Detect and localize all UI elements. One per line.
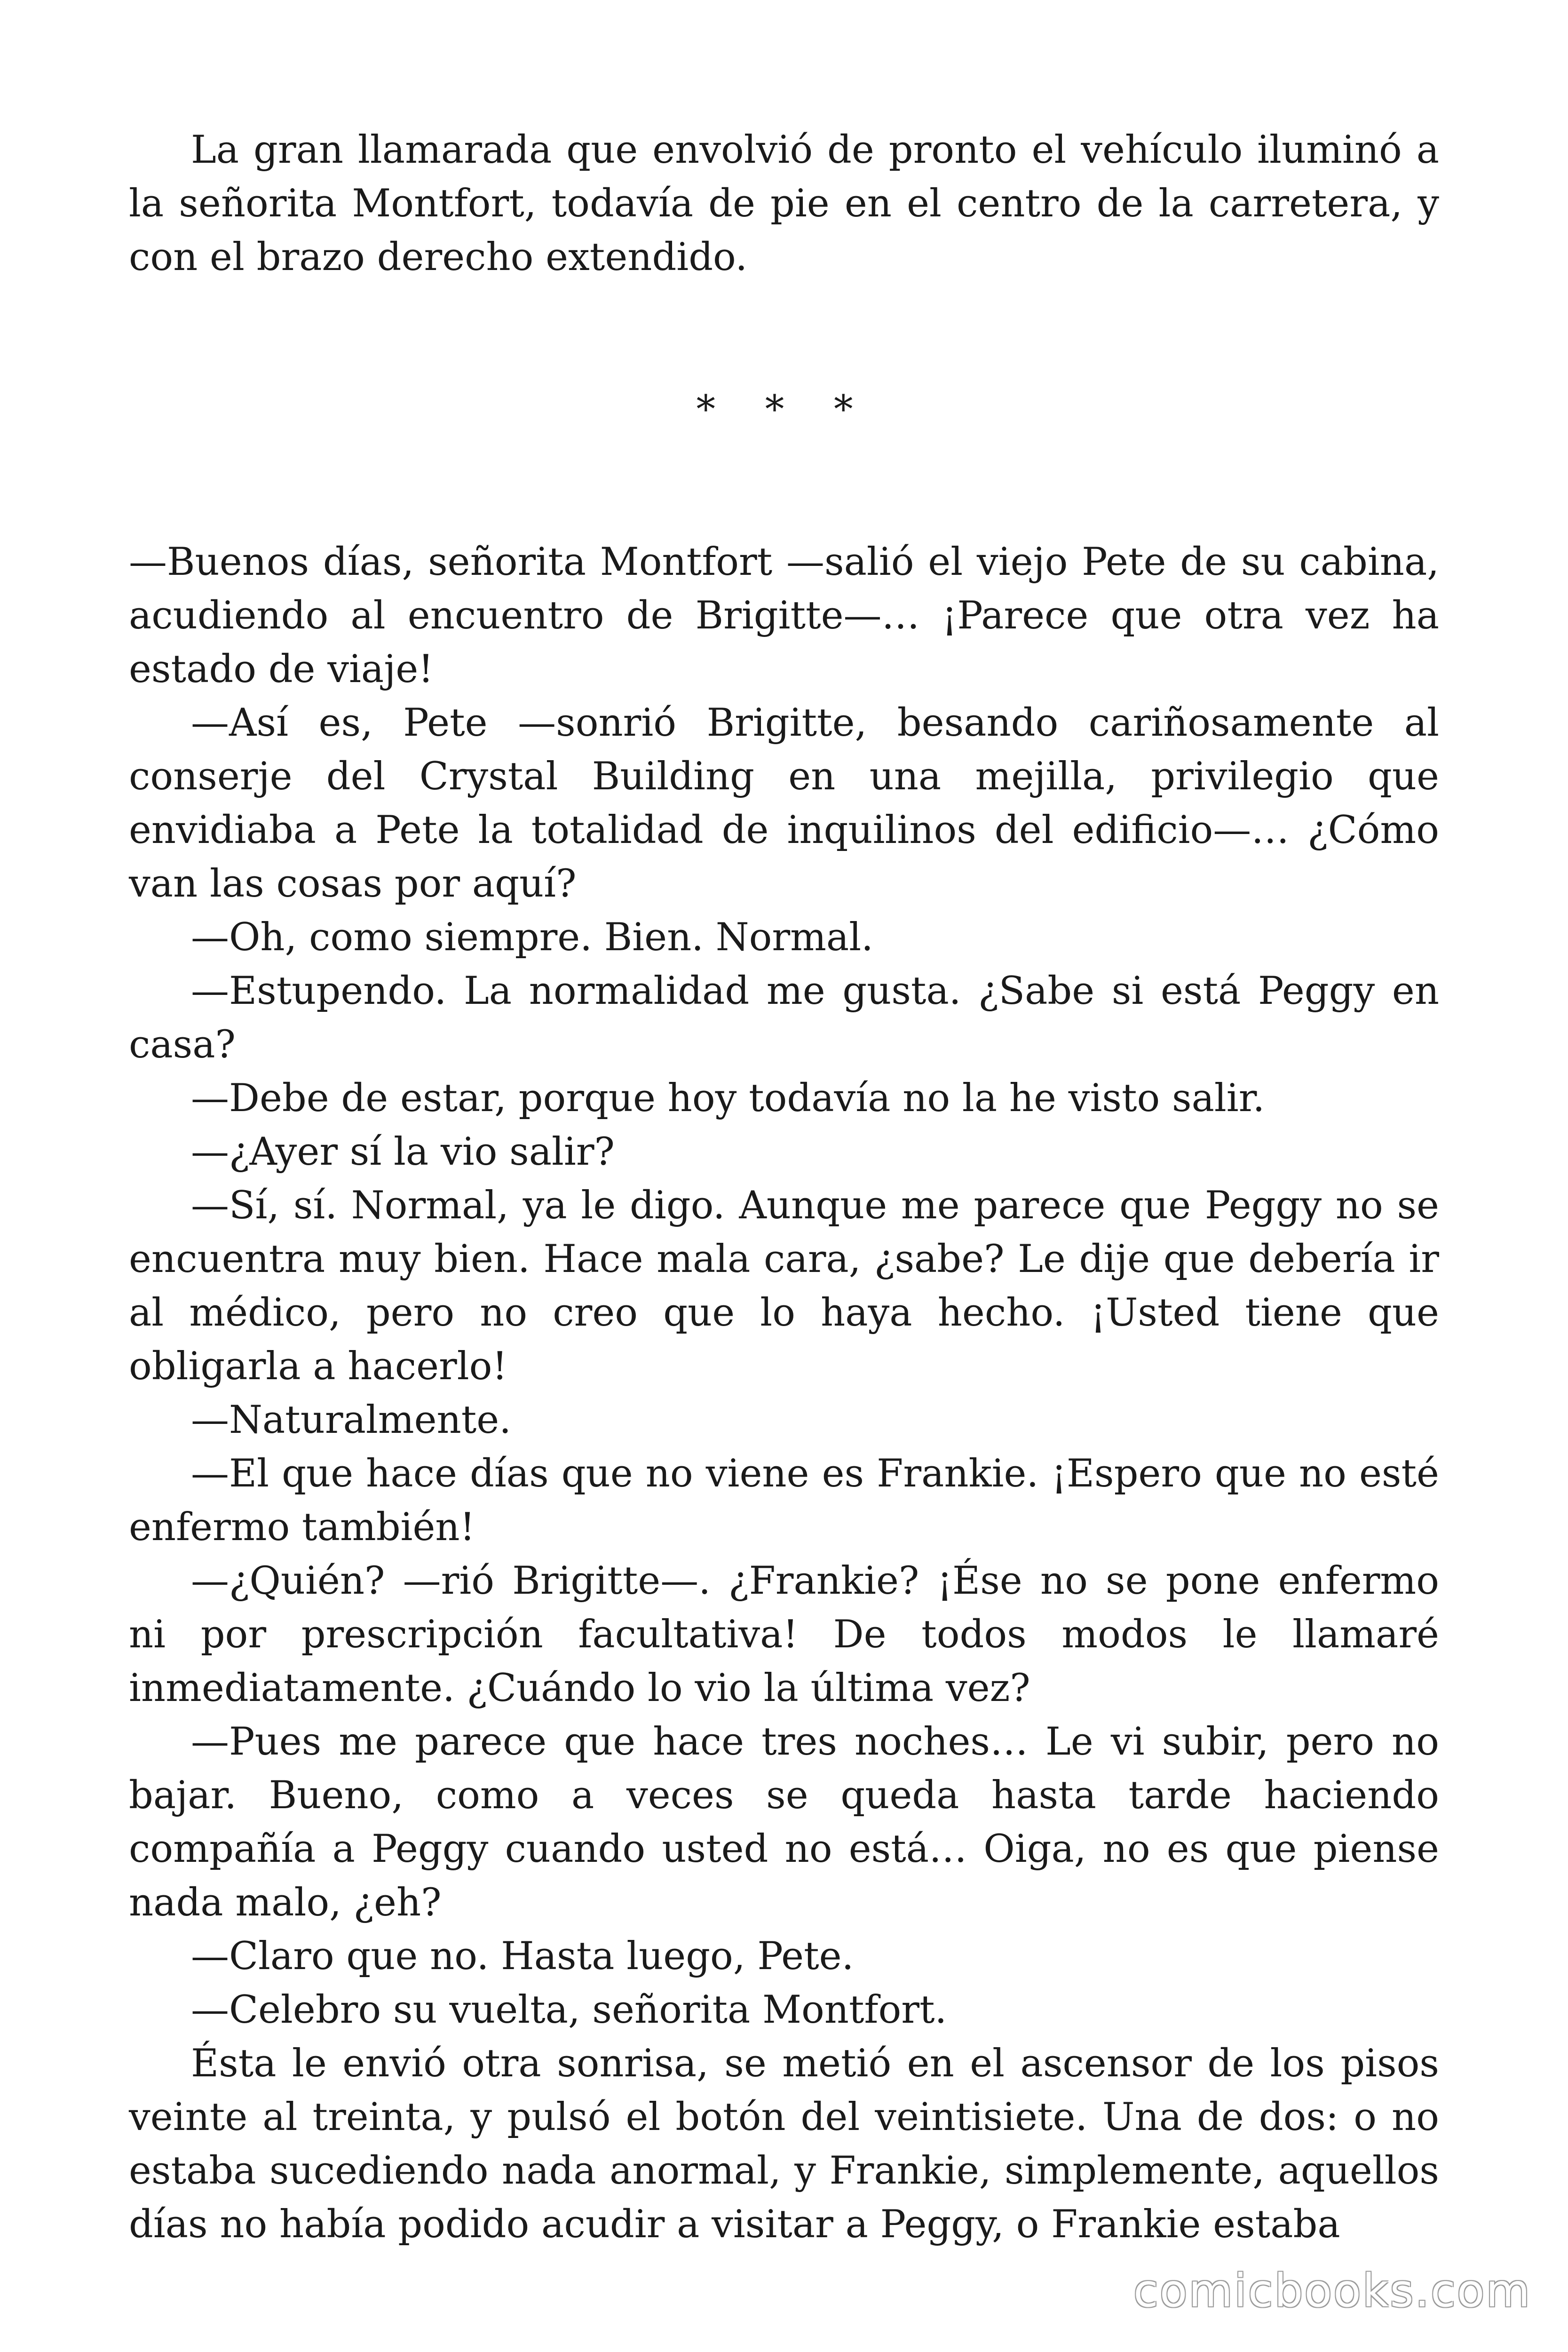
watermark: comicbooks.com <box>1133 2265 1531 2317</box>
paragraph: —¿Ayer sí la vio salir? <box>191 1130 615 1174</box>
paragraph: —El que hace días que no viene es Frankie. ¡Espero que no esté enfermo también! <box>129 1452 1439 1549</box>
paragraph: —Estupendo. La normalidad me gusta. ¿Sabe si está Peggy en casa? <box>129 969 1439 1067</box>
paragraph: Ésta le envió otra sonrisa, se metió en el ascensor de los pisos veinte al treinta, y pulsó el botón del veintisiete. Una de dos: o no estaba sucediendo nada anormal, y Frankie, simplemente, aquellos días no había podido acudir a visitar a Peggy, o Frankie estaba <box>129 2042 1439 2247</box>
page-body <box>129 123 1439 2251</box>
paragraph: —Celebro su vuelta, señorita Montfort. <box>191 1988 947 2032</box>
paragraph: —Debe de estar, porque hoy todavía no la he visto salir. <box>191 1076 1265 1120</box>
paragraph: —Pues me parece que hace tres noches… Le vi subir, pero no bajar. Bueno, como a veces se queda hasta tarde haciendo compañía a Peggy cuando usted no está… Oiga, no es que piense nada malo, ¿eh? <box>129 1720 1439 1925</box>
paragraph: —¿Quién? —rió Brigitte—. ¿Frankie? ¡Ése no se pone enfermo ni por prescripción facultativa! De todos modos le llamaré inmediatamente. ¿Cuándo lo vio la última vez? <box>129 1559 1439 1710</box>
opening-paragraph: La gran llamarada que envolvió de pronto el vehículo iluminó a la señorita Montfort, todavía de pie en el centro de la carretera, y con el brazo derecho extendido. <box>129 128 1439 279</box>
paragraph: —Oh, como siempre. Bien. Normal. <box>191 915 873 960</box>
paragraph: —Sí, sí. Normal, ya le digo. Aunque me parece que Peggy no se encuentra muy bien. Hace mala cara, ¿sabe? Le dije que debería ir al médico, pero no creo que lo haya hecho. ¡Usted tiene que obligarla a hacerlo! <box>129 1184 1439 1389</box>
paragraph: —Claro que no. Hasta luego, Pete. <box>191 1934 854 1979</box>
paragraph: —Así es, Pete —sonrió Brigitte, besando cariñosamente al conserje del Crystal Building en una mejilla, privilegio que envidiaba a Pete la totalidad de inquilinos del edificio—… ¿Cómo van las cosas por aquí? <box>129 701 1439 906</box>
section-break: * * * <box>696 388 872 432</box>
paragraph: —Naturalmente. <box>191 1398 511 1442</box>
paragraph: —Buenos días, señorita Montfort —salió el viejo Pete de su cabina, acudiendo al encuentro de Brigitte—… ¡Parece que otra vez ha estado de viaje! <box>129 540 1439 691</box>
dialogue-paragraphs <box>129 535 1439 2251</box>
